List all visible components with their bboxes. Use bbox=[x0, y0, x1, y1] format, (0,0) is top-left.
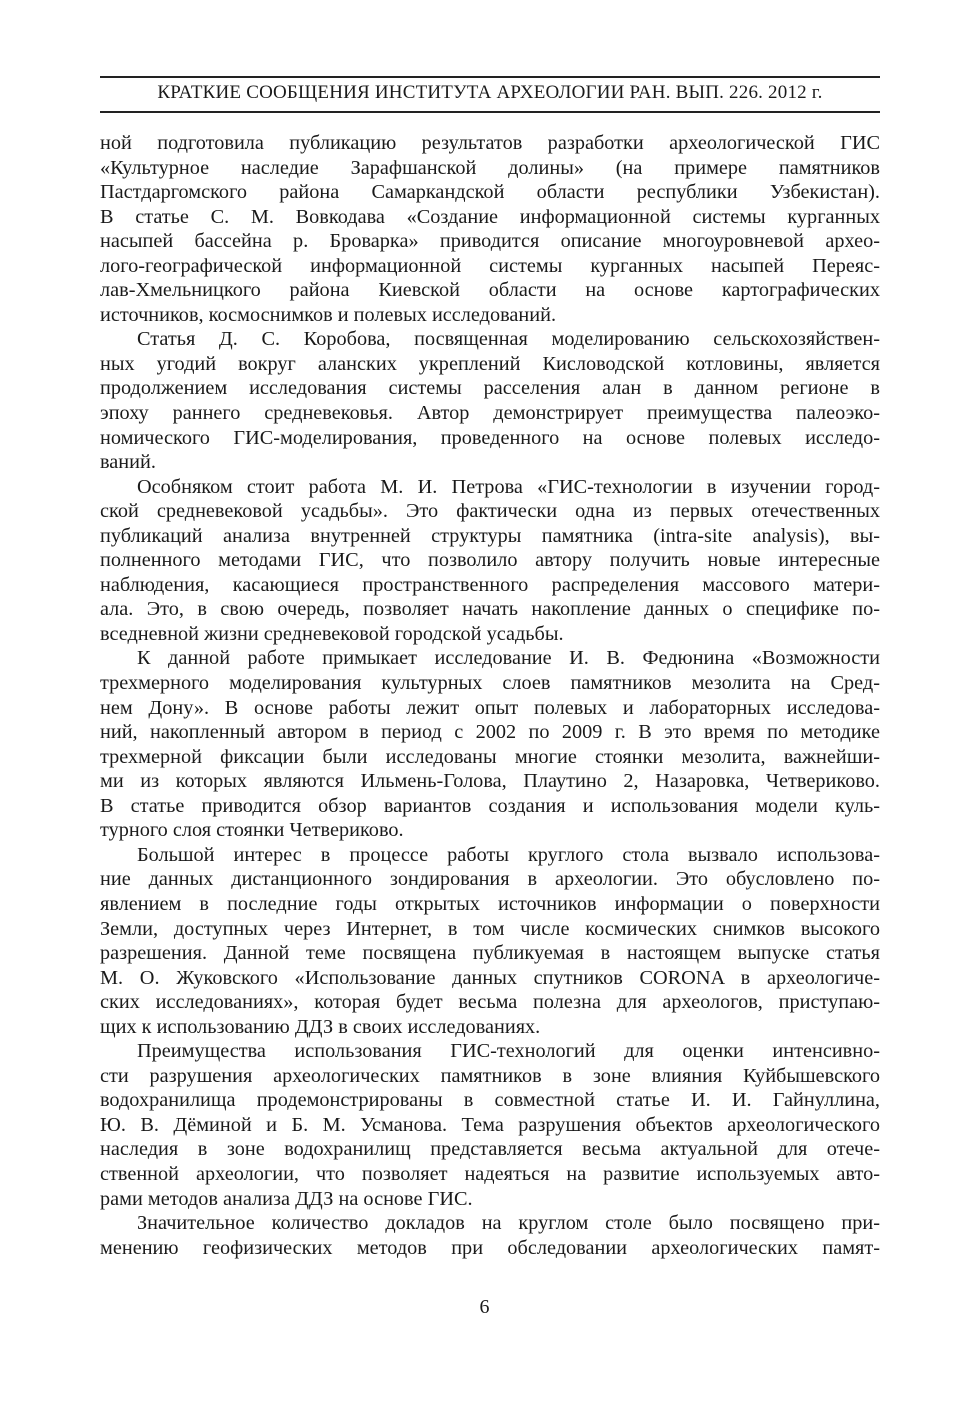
text-line: полненного методами ГИС, что позволило автору получить новые интересные bbox=[100, 549, 880, 572]
text-line: ваний. bbox=[100, 451, 156, 474]
body-text bbox=[100, 131, 880, 1260]
text-line: Большой интерес в процессе работы круглого стола вызвало использова- bbox=[137, 843, 880, 866]
header-rule-top bbox=[100, 76, 880, 78]
running-header: КРАТКИЕ СООБЩЕНИЯ ИНСТИТУТА АРХЕОЛОГИИ РАН. ВЫП. 226. 2012 г. bbox=[157, 82, 823, 103]
text-line: публикаций анализа внутренней структуры памятника (intra-site analysis), вы- bbox=[100, 524, 880, 547]
paragraph bbox=[100, 1039, 880, 1211]
text-line: насыпей бассейна р. Броварка» приводится описание многоуровневой архео- bbox=[100, 230, 880, 253]
text-line: Преимущества использования ГИС-технологий для оценки интенсивно- bbox=[137, 1040, 880, 1063]
text-line: турного слоя стоянки Четвериково. bbox=[100, 819, 404, 842]
text-line: лав-Хмельницкого района Киевской области на основе картографических bbox=[100, 279, 880, 302]
text-line: Пастдаргомского района Самаркандской области республики Узбекистан). bbox=[100, 181, 880, 204]
page-number: 6 bbox=[479, 1296, 490, 1318]
paragraph bbox=[100, 646, 880, 842]
text-line: щих к использованию ДДЗ в своих исследованиях. bbox=[100, 1015, 541, 1038]
text-line: менению геофизических методов при обследовании археологических памят- bbox=[100, 1236, 880, 1259]
text-line: вседневной жизни средневековой городской усадьбы. bbox=[100, 622, 564, 645]
paragraph bbox=[100, 843, 880, 1039]
text-line: сти разрушения археологических памятников в зоне влияния Куйбышевского bbox=[100, 1064, 880, 1087]
text-line: Земли, доступных через Интернет, в том числе космических снимков высокого bbox=[100, 917, 880, 940]
text-line: разрешения. Данной теме посвящена публикуемая в настоящем выпуске статья bbox=[100, 942, 880, 965]
text-line: В статье С. М. Вовкодава «Создание информационной системы курганных bbox=[100, 205, 880, 228]
text-line: лого-географической информационной системы курганных насыпей Переяс- bbox=[100, 254, 880, 277]
text-line: ний, накопленный автором в период с 2002 по 2009 г. В это время по методике bbox=[100, 721, 880, 744]
text-line: рами методов анализа ДДЗ на основе ГИС. bbox=[100, 1187, 473, 1210]
paragraph bbox=[100, 327, 880, 474]
text-line: Особняком стоит работа М. И. Петрова «ГИС-технологии в изучении город- bbox=[137, 475, 880, 498]
text-line: ала. Это, в свою очередь, позволяет начать накопление данных о специфике по- bbox=[100, 598, 880, 621]
text-line: ской средневековой усадьбы». Это фактически одна из первых отечественных bbox=[100, 500, 880, 523]
text-line: наследия в зоне водохранилищ представляется весьма актуальной для отече- bbox=[100, 1138, 880, 1161]
text-line: ми из которых являются Ильмень-Голова, Плаутино 2, Назаровка, Четвериково. bbox=[100, 770, 880, 793]
text-line: ских исследованиях», которая будет весьма полезна для археологов, приступаю- bbox=[100, 991, 880, 1014]
text-line: номического ГИС-моделирования, проведенного на основе полевых исследо- bbox=[100, 426, 880, 449]
text-line: М. О. Жуковского «Использование данных спутников CORONA в археологиче- bbox=[100, 966, 880, 989]
paragraph bbox=[100, 475, 880, 647]
text-line: нем Дону». В основе работы лежит опыт полевых и лабораторных исследова- bbox=[100, 696, 880, 719]
text-line: источников, космоснимков и полевых исследований. bbox=[100, 303, 557, 326]
paragraph bbox=[100, 1211, 880, 1260]
text-line: водохранилища продемонстрированы в совместной статье И. И. Гайнуллина, bbox=[100, 1089, 880, 1112]
header-rule-bottom bbox=[100, 111, 880, 113]
text-line: К данной работе примыкает исследование И. В. Федюнина «Возможности bbox=[137, 647, 880, 670]
text-line: продолжением исследования системы расселения алан в данном регионе в bbox=[100, 377, 880, 400]
text-line: «Культурное наследие Зарафшанской долины» (на примере памятников bbox=[100, 156, 880, 179]
paragraph bbox=[100, 131, 880, 327]
text-line: эпоху раннего средневековья. Автор демонстрирует преимущества палеоэко- bbox=[100, 402, 880, 425]
text-line: Значительное количество докладов на круглом столе было посвящено при- bbox=[137, 1212, 880, 1235]
text-line: трехмерного моделирования культурных слоев памятников мезолита на Сред- bbox=[100, 672, 880, 695]
text-line: ных угодий вокруг аланских укреплений Кисловодской котловины, является bbox=[100, 352, 880, 375]
text-line: ние данных дистанционного зондирования в археологии. Это обусловлено по- bbox=[100, 868, 880, 891]
text-line: наблюдения, касающиеся пространственного распределения массового матери- bbox=[100, 573, 880, 596]
text-line: Статья Д. С. Коробова, посвященная моделированию сельскохозяйствен- bbox=[137, 328, 880, 351]
text-line: В статье приводится обзор вариантов создания и использования модели куль- bbox=[100, 794, 880, 817]
text-line: Ю. В. Дёминой и Б. М. Усманова. Тема разрушения объектов археологического bbox=[100, 1113, 880, 1136]
text-line: ной подготовила публикацию результатов разработки археологической ГИС bbox=[100, 132, 880, 154]
text-line: ственной археологии, что позволяет надеяться на развитие используемых авто- bbox=[100, 1162, 880, 1185]
text-line: трехмерной фиксации были исследованы многие стоянки мезолита, важнейши- bbox=[100, 745, 880, 768]
text-line: явлением в последние годы открытых источников информации о поверхности bbox=[100, 892, 880, 915]
